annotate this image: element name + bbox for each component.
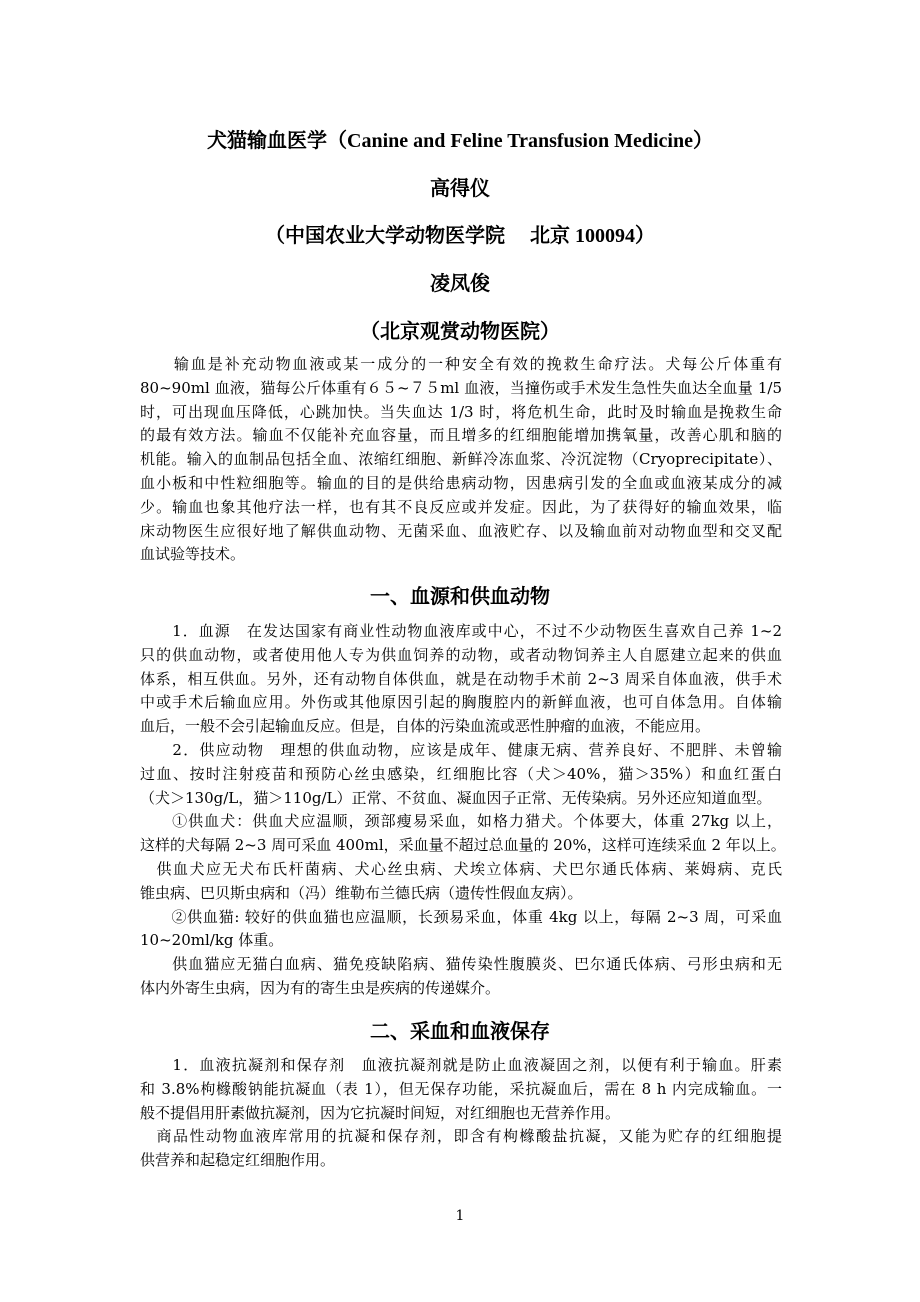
text-line: 80~90ml 血液，猫每公斤体重有６５~７５ml 血液，当撞伤或手术发生急性失血达全血量 1/5 xyxy=(140,378,782,397)
text-line: 1．血源 在发达国家有商业性动物血液库或中心，不过不少动物医生喜欢自己养 1~2 xyxy=(140,622,782,640)
section1-body xyxy=(140,620,786,1001)
text-line: 这样的犬每隔 2~3 周可采血 400ml，采血量不超过总血量的 20%，这样可连续采血 2 年以上。 xyxy=(140,836,786,855)
text-line: 机能。输入的血制品包括全血、浓缩红细胞、新鲜冷冻血浆、冷沉淀物（Cryoprecipitate）、 xyxy=(140,450,782,469)
text-line: 供营养和起稳定红细胞作用。 xyxy=(140,1151,336,1170)
text-line: 血试验等技术。 xyxy=(140,545,246,564)
text-line: 般不提倡用肝素做抗凝剂，因为它抗凝时间短，对红细胞也无营养作用。 xyxy=(140,1103,621,1122)
page-number: 1 xyxy=(455,1208,465,1224)
text-line: （犬＞130g/L，猫＞110g/L）正常、不贫血、凝血因子正常、无传染病。另外还应知道血型。 xyxy=(140,788,772,807)
text-line: 2．供应动物 理想的供血动物，应该是成年、健康无病、营养良好、不肥胖、未曾输 xyxy=(140,740,782,759)
text-line: ①供血犬：供血犬应温顺，颈部瘦易采血，如格力猎犬。个体要大，体重 27kg 以上， xyxy=(140,812,782,831)
author-affiliation: （北京观赏动物医院） xyxy=(360,321,560,343)
author-affiliation: （中国农业大学动物医学院 北京 100094） xyxy=(265,225,655,247)
text-line: 时，可出现血压降低，心跳加快。当失血达 1/3 时，将危机生命，此时及时输血是挽救生命 xyxy=(140,402,782,421)
text-line: 供血猫应无猫白血病、猫免疫缺陷病、猫传染性腹膜炎、巴尔通氏体病、弓形虫病和无 xyxy=(140,955,782,974)
text-line: 输血是补充动物血液或某一成分的一种安全有效的挽救生命疗法。犬每公斤体重有 xyxy=(140,355,782,373)
text-line: 1．血液抗凝剂和保存剂 血液抗凝剂就是防止血液凝固之剂，以便有利于输血。肝素 xyxy=(140,1056,782,1074)
section-heading: 二、采血和血液保存 xyxy=(370,1019,550,1043)
text-line: 体系，相互供血。另外，还有动物自体供血，就是在动物手术前 2~3 周采自体血液，供手术 xyxy=(140,669,782,688)
section-heading: 一、血源和供血动物 xyxy=(370,584,550,608)
text-line: 少。输血也象其他疗法一样，也有其不良反应或并发症。因此，为了获得好的输血效果，临 xyxy=(140,497,782,516)
text-line: 锥虫病、巴贝斯虫病和（冯）维勒布兰德氏病（遗传性假血友病）。 xyxy=(140,883,583,902)
text-line: 10~20ml/kg 体重。 xyxy=(140,931,284,950)
text-line: 的最有效方法。输血不仅能补充血容量，而且增多的红细胞能增加携氧量，改善心肌和脑的 xyxy=(140,426,782,445)
text-line: 体内外寄生虫病，因为有的寄生虫是疾病的传递媒介。 xyxy=(140,978,501,997)
text-line: 中或手术后输血应用。外伤或其他原因引起的胸腹腔内的新鲜血液，也可自体急用。自体输 xyxy=(140,693,782,712)
document-title: 犬猫输血医学（Canine and Feline Transfusion Medicine） xyxy=(207,130,713,152)
intro-body xyxy=(140,353,782,567)
text-line: 床动物医生应很好地了解供血动物、无菌采血、血液贮存、以及输血前对动物血型和交叉配 xyxy=(140,521,782,540)
text-line: 商品性动物血液库常用的抗凝和保存剂，即含有枸橼酸盐抗凝，又能为贮存的红细胞提 xyxy=(140,1127,782,1146)
text-line: 和 3.8%枸橼酸钠能抗凝血（表 1），但无保存功能，采抗凝血后，需在 8 h 内完成输血。一 xyxy=(140,1079,782,1098)
section2-body xyxy=(140,1054,782,1173)
text-line: 血小板和中性粒细胞等。输血的目的是供给患病动物，因患病引发的全血或血液某成分的减 xyxy=(140,473,782,492)
text-line: ②供血猫: 较好的供血猫也应温顺，长颈易采血，体重 4kg 以上，每隔 2~3 周，可采血 xyxy=(140,907,782,926)
text-line: 血后，一般不会引起输血反应。但是，自体的污染血流或恶性肿瘤的血液，不能应用。 xyxy=(140,717,711,736)
text-line: 过血、按时注射疫苗和预防心丝虫感染，红细胞比容（犬＞40%，猫＞35%）和血红蛋白 xyxy=(140,764,782,783)
author-name: 高得仪 xyxy=(430,178,490,200)
text-line: 只的供血动物，或者使用他人专为供血饲养的动物，或者动物饲养主人自愿建立起来的供血 xyxy=(140,645,782,664)
text-line: 供血犬应无犬布氏杆菌病、犬心丝虫病、犬埃立体病、犬巴尔通氏体病、莱姆病、克氏 xyxy=(140,859,782,878)
author-name: 凌凤俊 xyxy=(430,273,490,295)
